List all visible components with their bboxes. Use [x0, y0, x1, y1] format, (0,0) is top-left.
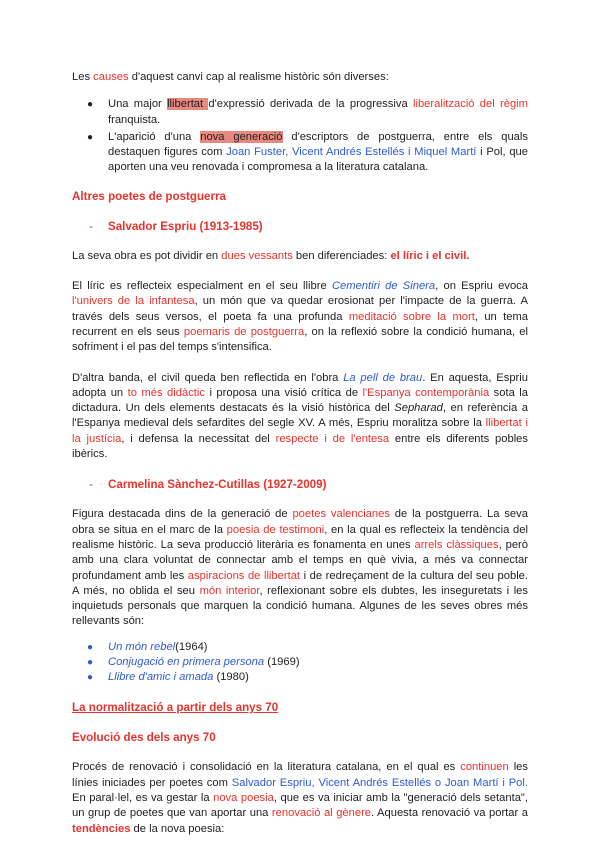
list-item: ● L'aparició d'una nova generació d'escriptors de postguerra, entre els quals destaquen figures com Joan Fuster, Vicent Andrés Estellés i Miquel Martí i Pol, que aporten una veu renovada i compromesa a la literatura catalana.	[87, 130, 529, 174]
list-item: ● Llibre d'amic i amada (1980)	[72, 670, 528, 685]
list-item: ● Conjugació en primera persona (1969)	[72, 655, 528, 670]
espriu-paragraph-3: D'altra banda, el civil queda ben reflectida en l'obra La pell de brau. En aquesta, Espriu adopta un to més didàctic i proposa una visió crítica de l'Espanya contemporània sota la dictadura. Un dels elements destacats és la visió històrica del Sepharad, en referència a l'Espanya medieval dels sefardites del segle XV. A més, Espriu moralitza sobre la llibertat i la justícia, i defensa la necessitat del respecte i de l'entesa entre els diferents pobles ibèrics.	[72, 371, 529, 461]
dash-icon: -	[89, 219, 93, 233]
carmelina-works-list	[72, 640, 528, 686]
evolucio-paragraph: Procés de renovació i consolidació en la literatura catalana, en el qual es continuen les línies iniciades per poetes com Salvador Espriu, Vicent Andrés Estellés o Joan Martí i Pol. En paral·lel, es va gestar la nova poesia, que es va iniciar amb la "generació dels setanta", un grup de poetes que van aportar una renovació al gènere. Aquesta renovació va portar a tendències de la nova poesia:	[72, 761, 528, 835]
bullet-icon: ●	[87, 641, 94, 653]
section-heading-normalitzacio: La normalització a partir dels anys 70	[72, 701, 279, 715]
subheading-espriu: - Salvador Espriu (1913-1985)	[89, 219, 263, 233]
bullet-icon: ●	[87, 656, 94, 668]
carmelina-paragraph: Figura destacada dins de la generació de poetes valencianes de la postguerra. La seva obra se situa en el marc de la poesia de testimoni, en la qual es reflecteix la tendència del realisme històric. La seva producció literària es fonamenta en unes arrels clàssiques, però amb una clara voluntat de connectar amb el temps en què vivia, a més va connectar profundament amb les aspiracions de llibertat i de redreçament de la cultura del seu poble. A més, no oblida el seu món interior, reflexionant sobre els dubtes, les inseguretats i les inquietuds personals que marquen la condició humana. Algunes de les seves obres més rellevants són:	[72, 508, 529, 628]
list-item: ● Un món rebel(1964)	[72, 640, 528, 655]
subheading-carmelina: - Carmelina Sànchez-Cutillas (1927-2009)	[89, 478, 327, 492]
section-heading-altres-poetes: Altres poetes de postguerra	[72, 189, 226, 203]
causes-list	[72, 97, 528, 175]
list-item: ● Una major llibertat d'expressió derivada de la progressiva liberalització del règim franquista.	[87, 98, 528, 126]
dash-icon: -	[89, 478, 93, 492]
bullet-icon: ●	[87, 99, 94, 111]
espriu-paragraph-2: El líric es reflecteix especialment en el seu llibre Cementiri de Sinera, on Espriu evoca l'univers de la infantesa, un món que va quedar erosionat per l'impacte de la guerra. A través dels seus versos, el poeta fa una profunda meditació sobre la mort, un tema recurrent en els seus poemaris de postguerra, on la reflexió sobre la condició humana, el sofriment i el pas del temps s'intensifica.	[72, 280, 529, 354]
causes-term: causes	[93, 71, 129, 83]
bullet-icon: ●	[87, 131, 94, 143]
bullet-icon: ●	[87, 672, 94, 684]
espriu-paragraph-1: La seva obra es pot dividir en dues vessants ben diferenciades: el líric i el civil.	[72, 249, 470, 262]
intro-paragraph: Les causes d'aquest canvi cap al realisme històric són diverses:	[72, 71, 389, 83]
section-heading-evolucio: Evolució des dels anys 70	[72, 731, 216, 745]
